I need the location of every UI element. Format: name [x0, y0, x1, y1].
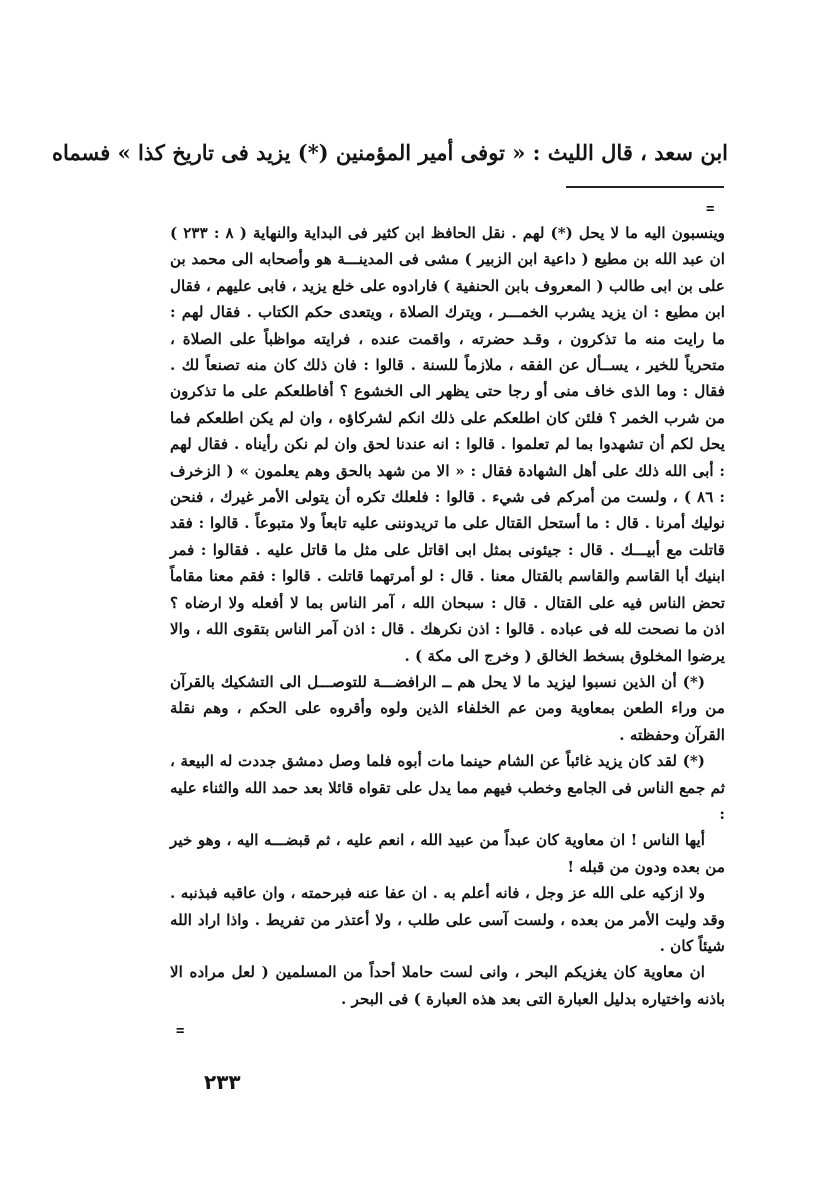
footnote-paragraph: ولا ازكيه على الله عز وجل ، فانه أعلم به . ان عفا عنه فبرحمته ، وان عاقبه فبذنبه . وقد وليت الأمر من بعده ، ولست آسى على طلب ، ولا أعتذر من تفريط . واذا اراد الله شيئاً كان .: [170, 884, 725, 955]
footnote-start-mark: =: [706, 201, 715, 217]
page-number: ٢٣٣: [204, 1070, 241, 1094]
footnote-separator-rule: [566, 186, 724, 188]
footnote-paragraph: ان معاوية كان يغزيكم البحر ، وانى لست حاملا أحداً من المسلمين ( لعل مراده الا باذنه واختياره بدليل العبارة التى بعد هذه العبارة ) فى البحر .: [170, 963, 725, 1008]
footnote-paragraph: (*) لقد كان يزيد غائباً عن الشام حينما مات أبوه فلما وصل دمشق جددت له البيعة ، ثم جمع الناس فى الجامع وخطب فيهم مما يدل على تقواه قائلا بعد حمد الله والثناء عليه :: [170, 752, 725, 823]
footnotes-block: [170, 220, 725, 1012]
footnote-paragraph: وينسبون اليه ما لا يحل (*) لهم . نقل الحافظ ابن كثير فى البداية والنهاية ( ٨ : ٢٣٣ ) ان عبد الله بن مطيع ( داعية ابن الزبير ) مشى فى المدينـــة هو وأصحابه الى محمد بن على بن ابى طالب ( المعروف بابن الحنفية ) فارادوه على خلع يزيد ، فابى عليهم ، فقال ابن مطيع : ان يزيد يشرب الخمـــر ، ويترك الصلاة ، ويتعدى حكم الكتاب . فقال لهم : ما رايت منه ما تذكرون ، وقـد حضرته ، واقمت عنده ، فرايته مواظباً على الصلاة ، متحرياً للخير ، يســأل عن الفقه ، ملازماً للسنة . قالوا : فان ذلك كان منه تصنعاً لك . فقال : وما الذى خاف منى أو رجا حتى يظهر الى الخشوع ؟ أفاطلعكم على ما تذكرون من شرب الخمر ؟ فلئن كان اطلعكم على ذلك انكم لشركاؤه ، وان لم يكن اطلعكم فما يحل لكم أن تشهدوا بما لم تعلموا . قالوا : انه عندنا لحق وان لم نكن رأيناه . فقال لهم : أبى الله ذلك على أهل الشهادة فقال : « الا من شهد بالحق وهم يعلمون » ( الزخرف : ٨٦ ) ، ولست من أمركم فى شيء . قالوا : فلعلك تكره أن يتولى الأمر غيرك ، فنحن نوليك أمرنا . قال : ما أستحل القتال على ما تريدوننى عليه تابعاً ولا متبوعاً . قالوا : فقد قاتلت مع أبيـــك . قال : جيئونى بمثل ابى اقاتل على مثل ما قاتل عليه . فقالوا : فمر ابنيك أبا القاسم والقاسم بالقتال معنا . قال : لو أمرتهما قاتلت . قالوا : فقم معنا مقاماً تحض الناس فيه على القتال . قال : سبحان الله ، آمر الناس بما لا أفعله ولا ارضاه ؟ اذن ما نصحت لله فى عباده . قالوا : اذن نكرهك . قال : اذن آمر الناس بتقوى الله ، والا يرضوا المخلوق بسخط الخالق ( وخرج الى مكة ) .: [170, 224, 726, 665]
footnote-paragraph: (*) أن الذين نسبوا ليزيد ما لا يحل هم ــ الرافضـــة للتوصـــل الى التشكيك بالقرآن من وراء الطعن بمعاوية ومن عم الخلفاء الذين ولوه وأقروه على الحكم ، وهم نقلة القرآن وحفظته .: [170, 672, 725, 744]
footnote-paragraph: أيها الناس ! ان معاوية كان عبداً من عبيد الله ، انعم عليه ، ثم قبضـــه اليه ، وهو خير من بعده ودون من قبله !: [170, 831, 725, 876]
main-text-line: ابن سعد ، قال الليث : « توفى أمير المؤمنين (*) يزيد فى تاريخ كذا » فسماه: [51, 140, 728, 165]
footnote-end-mark: =: [176, 1023, 185, 1039]
